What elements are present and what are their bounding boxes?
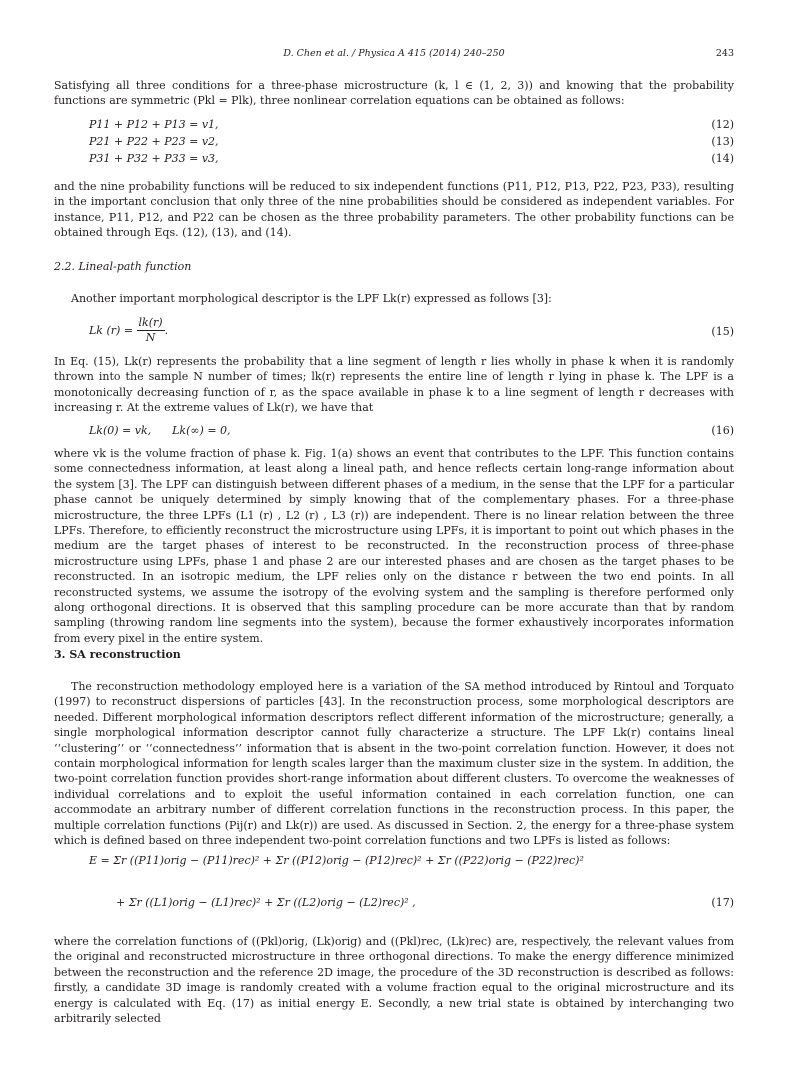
section-3-paragraph-block bbox=[54, 679, 734, 848]
equation-number: (15) bbox=[711, 325, 734, 338]
equation-number: (12) bbox=[711, 118, 734, 131]
equation-number: (17) bbox=[711, 896, 734, 909]
equation-number: (13) bbox=[711, 135, 734, 148]
paragraph-after-16-block bbox=[54, 446, 734, 646]
equation-14 bbox=[54, 150, 734, 167]
fraction-denominator: N bbox=[145, 331, 156, 344]
paragraph-after-14: and the nine probability functions will be reduced to six independent functions (P11, P12, P13, P22, P23, P33), resulting in the important conclusion that only three of the nine probabilities should be considered as independent variables. For instance, P11, P12, and P22 can be chosen as the three probability parameters. The other probability functions can be obtained through Eqs. (12), (13), and (14). bbox=[54, 180, 734, 240]
equation-13 bbox=[54, 133, 734, 150]
running-title: D. Chen et al. / Physica A 415 (2014) 240–250 bbox=[283, 48, 505, 59]
equation-12 bbox=[54, 116, 734, 133]
paragraph-after-15-block bbox=[54, 354, 734, 416]
section-heading: 3. SA reconstruction bbox=[54, 648, 181, 661]
equation-16 bbox=[54, 422, 734, 439]
page-number: 243 bbox=[715, 48, 734, 59]
equation-number: (16) bbox=[711, 424, 734, 437]
paragraph-after-17-block bbox=[54, 934, 734, 1026]
equation-text: P11 + P12 + P13 = v1, bbox=[89, 118, 219, 131]
intro-paragraph: Satisfying all three conditions for a three-phase microstructure (k, l ∈ (1, 2, 3)) and knowing that the probability functions are symmetric (Pkl = Plk), three nonlinear correlation equations can be obtained as follows: bbox=[54, 79, 734, 108]
subsection-heading: 2.2. Lineal-path function bbox=[54, 260, 192, 273]
fraction-numerator: lk(r) bbox=[138, 316, 163, 329]
lpf-intro: Another important morphological descriptor is the LPF Lk(r) expressed as follows [3]: bbox=[71, 292, 552, 305]
equation-text: Lk(0) = vk, Lk(∞) = 0, bbox=[89, 424, 231, 437]
equation-17-line-2: + Σr ((L1)orig − (L1)rec)² + Σr ((L2)orig − (L2)rec)² , bbox=[116, 896, 416, 909]
paragraph-after-17: where the correlation functions of ((Pkl)orig, (Lk)orig) and ((Pkl)rec, (Lk)rec) are, respectively, the relevant values from the original and reconstructed microstructure in three orthogonal directions. To make the energy difference minimized between the reconstruction and the reference 2D image, the procedure of the 3D reconstruction is described as follows: firstly, a candidate 3D image is randomly created with a volume fraction equal to the original microstructure and its energy is calculated with Eq. (17) as initial energy E. Secondly, a new trial state is obtained by interchanging two arbitrarily selected bbox=[54, 935, 734, 1026]
paragraph-after-14-block bbox=[54, 179, 734, 241]
equations-12-14 bbox=[54, 116, 734, 167]
paragraph-after-16: where vk is the volume fraction of phase k. Fig. 1(a) shows an event that contributes to the LPF. This function contains some connectedness information, at least along a lineal path, and hence reflects certain long-range information about the system [3]. The LPF can distinguish between different phases of a medium, in the sense that the LPF for a particular phase cannot be uniquely determined by simply knowing that of the complementary phases. For a three-phase microstructure, the three LPFs (L1 (r) , L2 (r) , L3 (r)) are independent. There is no linear relation between the three LPFs. Therefore, to efficiently reconstruct the microstructure using LPFs, it is important to point out which phases in the medium are the target phases of interest to be reconstructed. In the reconstruction process of three-phase microstructure using LPFs, phase 1 and phase 2 are our interested phases and are chosen as the target phases to be reconstructed. In an isotropic medium, the LPF relies only on the distance r between the two end points. In all reconstructed systems, we assume the isotropy of the evolving system and the sampling is therefore performed only along orthogonal directions. It is observed that this sampling procedure can be more accurate than that by random sampling (throwing random line segments into the system), because the former exhaustively incorporates information from every pixel in the entire system. bbox=[54, 447, 734, 645]
equation-15 bbox=[54, 316, 734, 352]
equation-lhs: Lk (r) = bbox=[89, 324, 134, 337]
equation-15-body: Lk (r) = $\frac{lk(r)}{N}$ . bbox=[89, 316, 169, 344]
section-3-paragraph: The reconstruction methodology employed here is a variation of the SA method introduced by Rintoul and Torquato (1997) to reconstruct dispersions of particles [43]. In the reconstruction process, some morphological descriptors are needed. Different morphological information descriptors reflect different information of the microstructure; generally, a single morphological information descriptor cannot fully characterize a structure. The LPF Lk(r) contains lineal ‘‘clustering’’ or ‘‘connectedness’’ information that is absent in the two-point correlation function. However, it does not contain morphological information for length scales larger than the maximum cluster size in the system. In addition, the two-point correlation function provides short-range information about different clusters. To overcome the weaknesses of individual correlations and to exploit the useful information contained in each correlation function, one can accommodate an arbitrary number of different correlation functions in the reconstruction process. In this paper, the multiple correlation functions (Pij(r) and Lk(r)) are used. As discussed in Section. 2, the energy for a three-phase system which is defined based on three independent two-point correlation functions and two LPFs is listed as follows: bbox=[54, 680, 734, 848]
lpf-intro-block bbox=[54, 291, 734, 306]
section-heading-block bbox=[54, 648, 734, 661]
equation-17 bbox=[54, 852, 734, 932]
equation-text: P21 + P22 + P23 = v2, bbox=[89, 135, 219, 148]
equation-number: (14) bbox=[711, 152, 734, 165]
intro-paragraph-block bbox=[54, 78, 734, 109]
equation-text: P31 + P32 + P33 = v3, bbox=[89, 152, 219, 165]
running-head bbox=[54, 48, 734, 62]
equation-17-line-1: E = Σr ((P11)orig − (P11)rec)² + Σr ((P12)orig − (P12)rec)² + Σr ((P22)orig − (P22)rec)² bbox=[89, 854, 584, 867]
fraction bbox=[137, 316, 165, 345]
paragraph-after-15: In Eq. (15), Lk(r) represents the probability that a line segment of length r lies wholly in phase k when it is randomly thrown into the sample N number of times; lk(r) represents the entire line of length r lying in phase k. The LPF is a monotonically decreasing function of r, as the space available in phase k to a line segment of length r decreases with increasing r. At the extreme values of Lk(r), we have that bbox=[54, 355, 734, 415]
subsection-heading-block bbox=[54, 260, 734, 273]
